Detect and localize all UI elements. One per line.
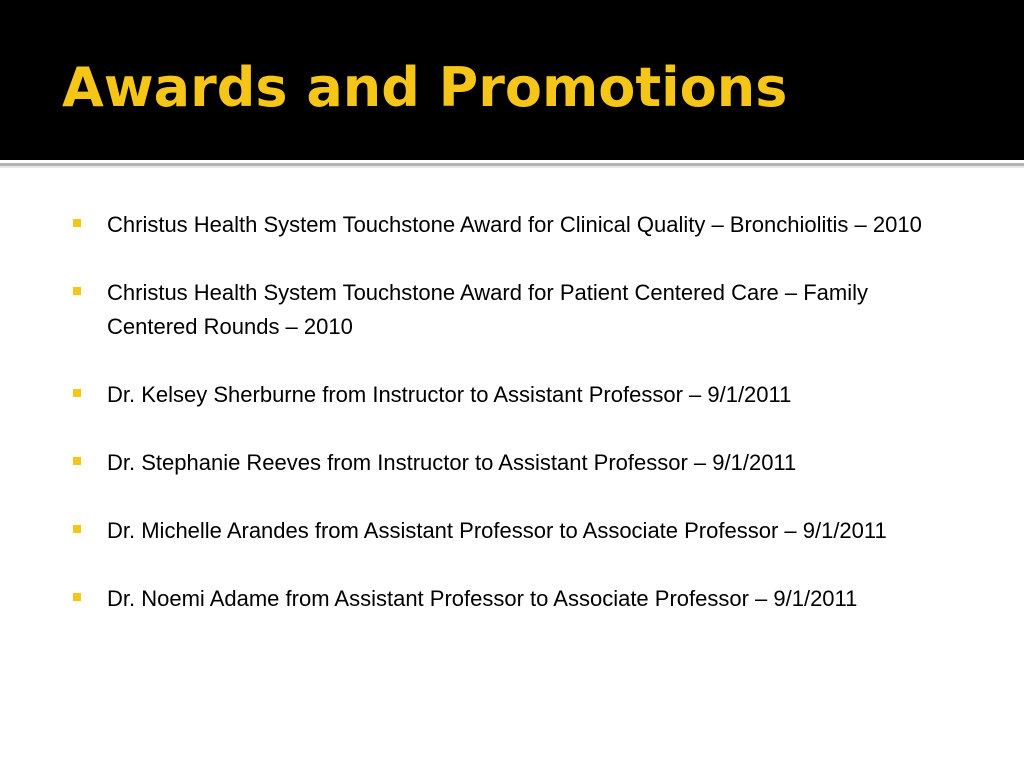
square-bullet-icon — [73, 219, 81, 227]
square-bullet-icon — [73, 457, 81, 465]
bullet-text: Christus Health System Touchstone Award for Clinical Quality – Bronchiolitis – 2010 — [107, 212, 922, 237]
bullet-item — [70, 514, 950, 548]
bullet-text: Dr. Stephanie Reeves from Instructor to Assistant Professor – 9/1/2011 — [107, 450, 797, 475]
square-bullet-icon — [73, 593, 81, 601]
square-bullet-icon — [73, 287, 81, 295]
bullet-text: Dr. Noemi Adame from Assistant Professor to Associate Professor – 9/1/2011 — [107, 586, 858, 611]
square-bullet-icon — [73, 525, 81, 533]
bullet-text: Dr. Kelsey Sherburne from Instructor to Assistant Professor – 9/1/2011 — [107, 382, 792, 407]
bullet-item — [70, 446, 950, 480]
square-bullet-icon — [73, 389, 81, 397]
bullet-text: Dr. Michelle Arandes from Assistant Professor to Associate Professor – 9/1/2011 — [107, 518, 887, 543]
title-bar — [0, 0, 1024, 160]
slide-title: Awards and Promotions — [62, 56, 788, 119]
bullet-item — [70, 276, 950, 344]
bullet-item — [70, 582, 950, 616]
bullet-text: Christus Health System Touchstone Award for Patient Centered Care – Family Centered Rounds – 2010 — [107, 280, 868, 339]
title-divider-bottom — [0, 166, 1024, 168]
bullet-item — [70, 208, 950, 242]
bullet-item — [70, 378, 950, 412]
bullet-list — [70, 208, 950, 650]
